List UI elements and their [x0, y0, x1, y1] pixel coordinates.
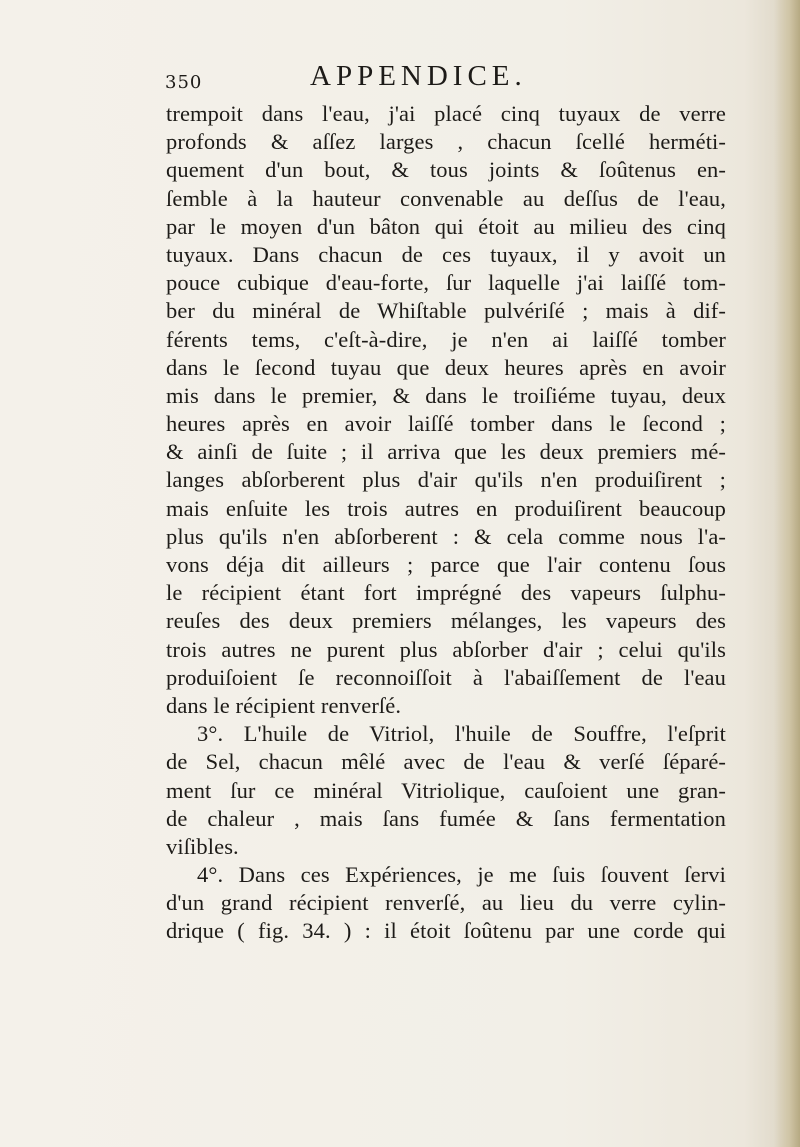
text-line: d'un grand récipient renverſé, au lieu du verre cylin- — [166, 890, 726, 916]
text-line: trempoit dans l'eau, j'ai placé cinq tuyaux de verre — [166, 101, 726, 126]
text-line: férents tems, c'eſt-à-dire, je n'en ai laiſſé tomber — [166, 326, 726, 352]
text-line: profonds & aſſez larges , chacun ſcellé herméti- — [166, 129, 726, 155]
page-header — [165, 60, 725, 100]
text-line: par le moyen d'un bâton qui étoit au milieu des cinq — [166, 213, 726, 239]
text-line: mis dans le premier, & dans le troiſiéme tuyau, deux — [166, 382, 726, 408]
body-text — [166, 100, 726, 946]
text-line: ber du minéral de Whiſtable pulvériſé ; mais à dif- — [166, 298, 726, 324]
text-line: reuſes des deux premiers mélanges, les vapeurs des — [166, 608, 726, 634]
text-line: pouce cubique d'eau-forte, ſur laquelle j'ai laiſſé tom- — [166, 270, 726, 296]
text-line: vons déja dit ailleurs ; parce que l'air contenu ſous — [166, 552, 726, 577]
text-line: heures après en avoir laiſſé tomber dans le ſecond ; — [166, 411, 726, 437]
paragraph-first-line: 3°. L'huile de Vitriol, l'huile de Souffre, l'eſprit — [197, 721, 726, 747]
text-line: tuyaux. Dans chacun de ces tuyaux, il y avoit un — [166, 241, 726, 267]
text-line: ment ſur ce minéral Vitriolique, cauſoient une gran- — [166, 777, 726, 803]
text-line: mais enſuite les trois autres en produiſirent beaucoup — [166, 495, 726, 521]
text-line: plus qu'ils n'en abſorberent : & cela comme nous l'a- — [166, 523, 726, 549]
paragraph-first-line: 4°. Dans ces Expériences, je me ſuis ſouvent ſervi — [197, 862, 726, 888]
text-line: quement d'un bout, & tous joints & ſoûtenus en- — [166, 157, 726, 183]
text-line: trois autres ne purent plus abſorber d'air ; celui qu'ils — [166, 636, 726, 662]
text-line: produiſoient ſe reconnoiſſoit à l'abaiſſement de l'eau — [166, 664, 726, 690]
page-number: 350 — [165, 72, 203, 93]
text-line: de chaleur , mais ſans fumée & ſans fermentation — [166, 805, 726, 831]
text-line: dans le ſecond tuyau que deux heures après en avoir — [166, 354, 726, 380]
text-line: drique ( fig. 34. ) : il étoit ſoûtenu par une corde qui — [166, 918, 726, 944]
page-edge-stain — [774, 0, 800, 1147]
paragraph-last-line: viſibles. — [166, 833, 239, 859]
text-line: langes abſorberent plus d'air qu'ils n'en produiſirent ; — [166, 467, 726, 493]
running-title: APPENDICE. — [310, 60, 527, 92]
text-line: de Sel, chacun mêlé avec de l'eau & verſé ſéparé- — [166, 749, 726, 775]
text-line: le récipient étant fort imprégné des vapeurs ſulphu- — [166, 580, 726, 606]
text-line: & ainſi de ſuite ; il arriva que les deux premiers mé- — [166, 439, 726, 465]
paragraph-last-line: dans le récipient renverſé. — [166, 692, 402, 718]
text-line: ſemble à la hauteur convenable au deſſus de l'eau, — [166, 185, 726, 211]
